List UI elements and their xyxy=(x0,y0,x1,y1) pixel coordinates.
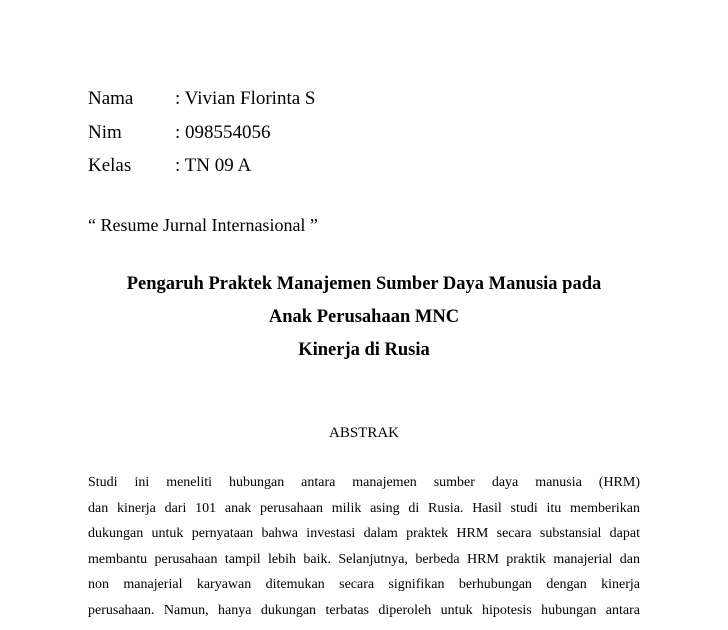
class-row xyxy=(88,153,316,187)
abstract-line: membantu perusahaan tampil lebih baik. Selanjutnya, berbeda HRM praktik manajerial dan xyxy=(88,551,640,567)
paper-title-line: Anak Perusahaan MNC xyxy=(268,307,460,327)
nim-value: : 098554056 xyxy=(175,121,271,143)
student-info xyxy=(88,86,316,187)
abstract-body xyxy=(88,472,640,625)
paper-title-line: Kinerja di Rusia xyxy=(298,340,430,360)
nim-label: Nim xyxy=(88,121,122,143)
paper-title-line: Pengaruh Praktek Manajemen Sumber Daya Manusia pada xyxy=(126,274,602,294)
abstract-line: Studi ini meneliti hubungan antara manajemen sumber daya manusia (HRM) xyxy=(88,475,640,490)
abstract-line: non manajerial karyawan ditemukan secara signifikan berhubungan dengan kinerja xyxy=(88,577,640,592)
abstract-line: dan kinerja dari 101 anak perusahaan milik asing di Rusia. Hasil studi itu memberikan xyxy=(88,500,640,516)
nim-row xyxy=(88,120,316,154)
abstract-line: perusahaan. Namun, hanya dukungan terbatas diperoleh untuk hipotesis hubungan antara xyxy=(88,602,640,618)
class-value: : TN 09 A xyxy=(175,155,252,176)
paper-title xyxy=(88,271,640,370)
abstract-heading: ABSTRAK xyxy=(328,425,399,441)
abstract-line: dukungan untuk pernyataan bahwa investasi dalam praktek HRM secara substansial dapat xyxy=(88,526,640,541)
name-value: : Vivian Florinta S xyxy=(175,88,316,109)
name-row xyxy=(88,86,316,120)
name-label: Nama xyxy=(88,88,134,109)
resume-title: “ Resume Jurnal Internasional ” xyxy=(88,215,318,235)
class-label: Kelas xyxy=(88,155,132,176)
